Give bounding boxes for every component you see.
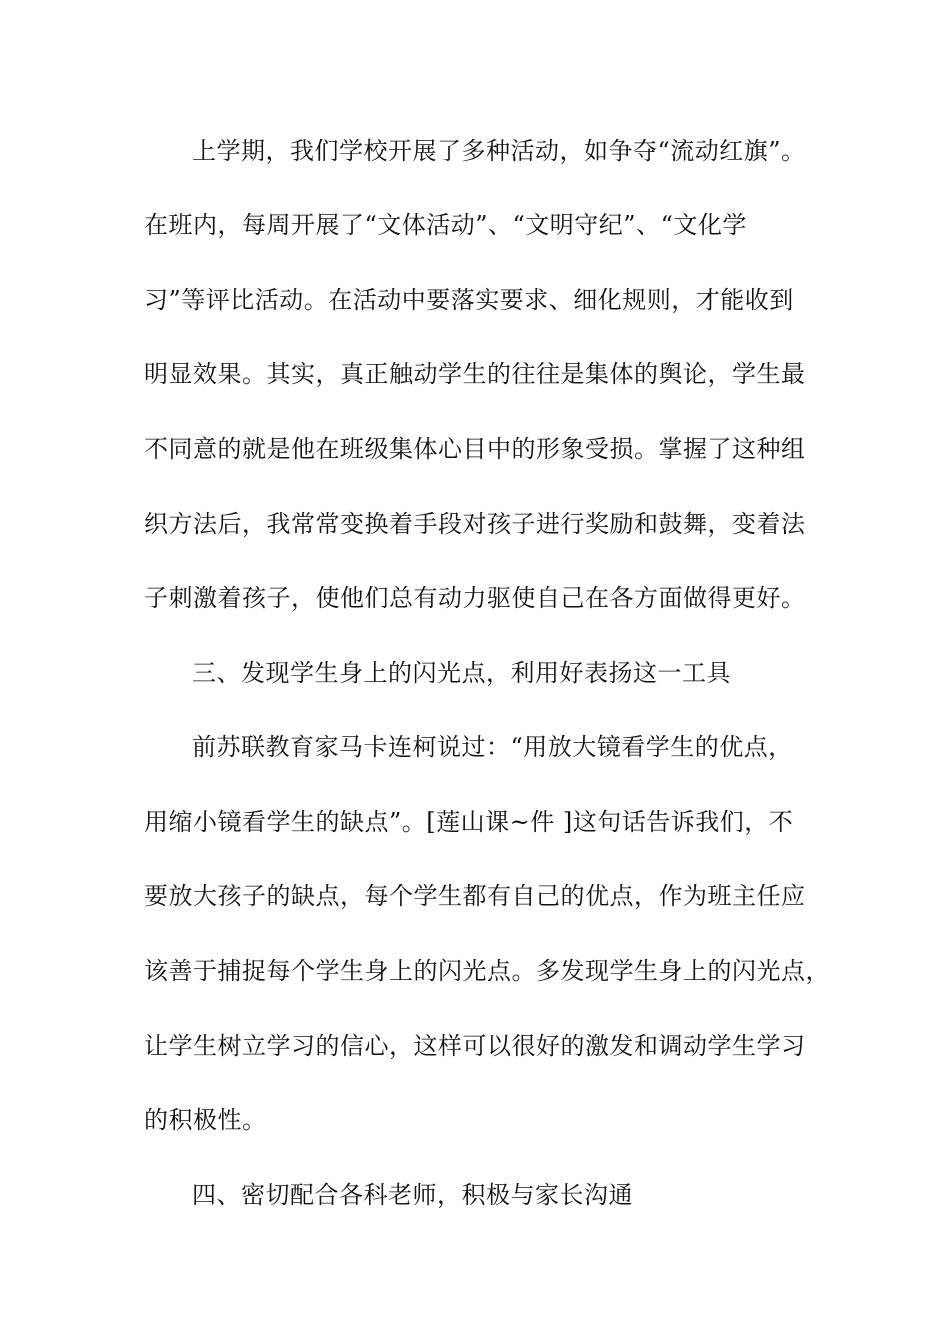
paragraph-line: 在班内，每周开展了“文体活动”、“文明守纪”、“文化学 (144, 211, 747, 239)
paragraph-line: 的积极性。 (144, 1106, 267, 1134)
paragraph-line: 要放大孩子的缺点，每个学生都有自己的优点，作为班主任应 (144, 882, 806, 910)
section-heading: 三、发现学生身上的闪光点，利用好表扬这一工具 (192, 659, 731, 687)
paragraph-line: 不同意的就是他在班级集体心目中的形象受损。掌握了这种组 (144, 435, 806, 463)
paragraph-line: 上学期，我们学校开展了多种活动，如争夺“流动红旗”。 (192, 137, 806, 165)
paragraph-line: 用缩小镜看学生的缺点”。[莲山课~件 ]这句话告诉我们，不 (144, 808, 794, 836)
paragraph-line: 让学生树立学习的信心，这样可以很好的激发和调动学生学习 (144, 1032, 806, 1060)
paragraph-line: 习”等评比活动。在活动中要落实要求、细化规则，才能收到 (144, 286, 794, 314)
paragraph-line: 子刺激着孩子，使他们总有动力驱使自己在各方面做得更好。 (144, 584, 806, 612)
paragraph-line: 明显效果。其实，真正触动学生的往往是集体的舆论，学生最 (144, 360, 806, 388)
section-heading: 四、密切配合各科老师，积极与家长沟通 (192, 1181, 633, 1209)
paragraph-line: 该善于捕捉每个学生身上的闪光点。多发现学生身上的闪光点， (144, 957, 830, 985)
paragraph-line: 织方法后，我常常变换着手段对孩子进行奖励和鼓舞，变着法 (144, 510, 806, 538)
paragraph-line: 前苏联教育家马卡连柯说过：“用放大镜看学生的优点， (192, 733, 793, 761)
